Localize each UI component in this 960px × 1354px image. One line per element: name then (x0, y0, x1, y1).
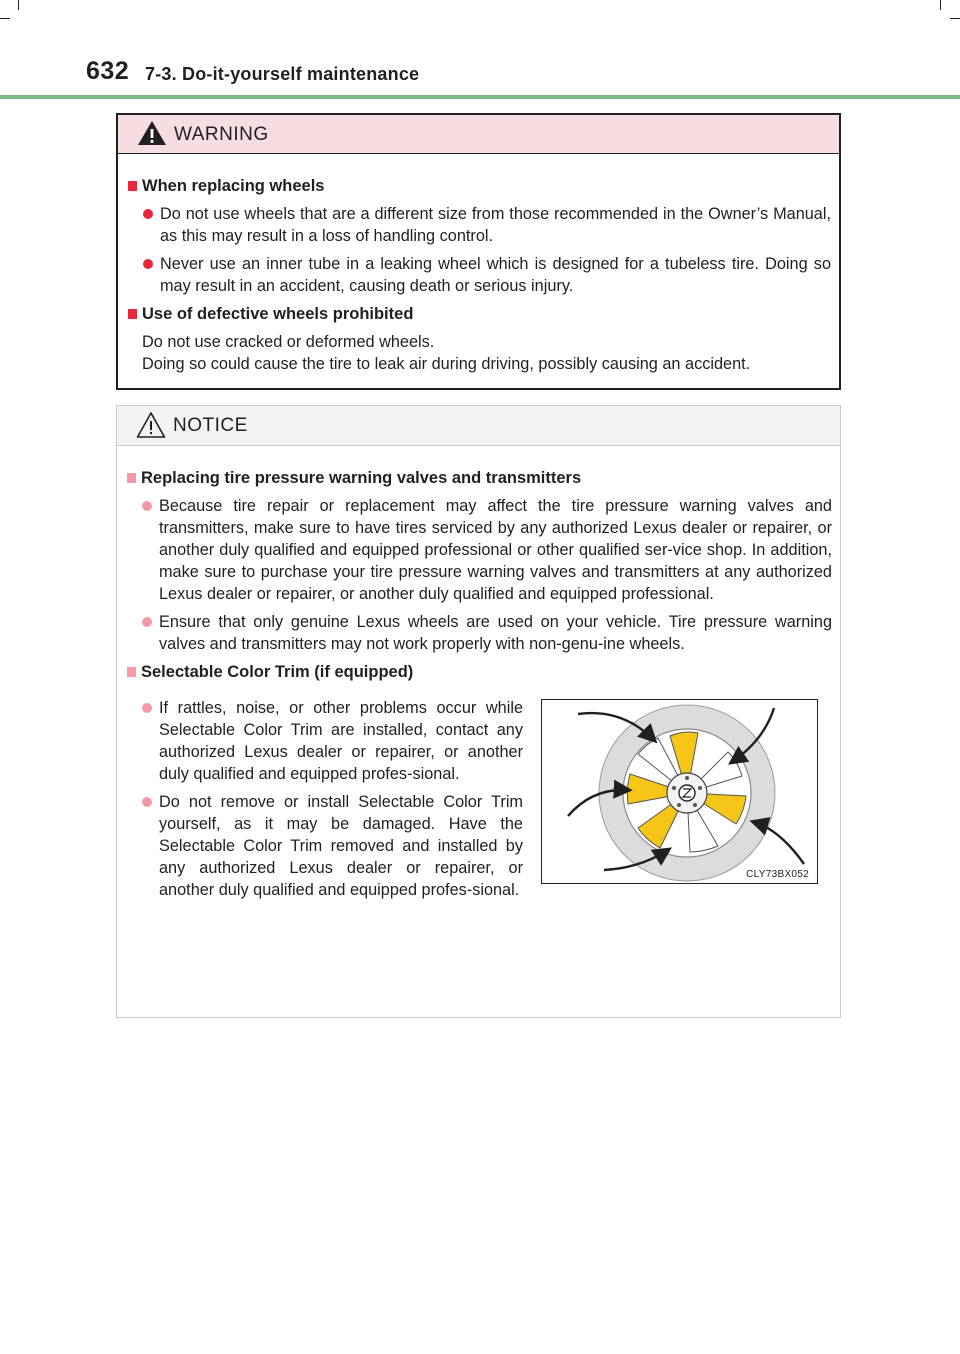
circle-bullet-icon (143, 209, 153, 219)
header-rule (0, 95, 960, 99)
circle-bullet-icon (143, 259, 153, 269)
warning-icon (137, 120, 167, 146)
circle-bullet-icon (142, 501, 152, 511)
circle-bullet-icon (142, 703, 152, 713)
paragraph-line: Doing so could cause the tire to leak air during driving, possibly causing an accident. (142, 355, 751, 373)
heading-text: Replacing tire pressure warning valves and transmitters (141, 469, 582, 487)
list-item (118, 203, 831, 247)
list-item (117, 697, 523, 785)
page-number: 632 (86, 57, 130, 85)
heading-text: Use of defective wheels prohibited (142, 305, 414, 323)
circle-bullet-icon (142, 617, 152, 627)
heading-text: Selectable Color Trim (if equipped) (141, 663, 414, 681)
list-item (117, 611, 832, 655)
wheel-with-color-trim-icon (542, 700, 817, 883)
warning-box (116, 113, 841, 390)
trim-text-column (117, 697, 523, 907)
warning-body (118, 154, 839, 375)
list-item-text: If rattles, noise, or other problems occur while Selectable Color Trim are installed, contact any authorized Lexus dealer or repairer, or another duly qualified and equipped profes-sional. (159, 699, 523, 783)
list-item (117, 495, 832, 605)
section-heading (118, 175, 831, 197)
section-heading (118, 303, 831, 325)
paragraph-line: Do not use cracked or deformed wheels. (142, 333, 435, 351)
notice-body (117, 446, 840, 977)
section-heading (117, 467, 832, 489)
wheel-illustration (541, 699, 818, 884)
notice-box (116, 405, 841, 1018)
list-item-text: Never use an inner tube in a leaking wheel which is designed for a tubeless tire. Doing so may result in an accident, causing death or serious injury. (160, 255, 831, 295)
section-title: 7-3. Do-it-yourself maintenance (145, 64, 420, 84)
notice-label: NOTICE (173, 415, 248, 436)
warning-label: WARNING (174, 124, 269, 145)
square-bullet-icon (128, 181, 137, 191)
list-item (118, 253, 831, 297)
square-bullet-icon (128, 309, 137, 319)
figure-code: CLY73BX052 (746, 869, 809, 880)
selectable-trim-row (117, 697, 832, 977)
list-item-text: Ensure that only genuine Lexus wheels are used on your vehicle. Tire pressure warning valves and transmitters may not work properly with non-genu-ine wheels. (159, 613, 832, 653)
list-item-text: Because tire repair or replacement may affect the tire pressure warning valves and transmitters, make sure to have tires serviced by any authorized Lexus dealer or repairer, or another duly qualified and equipped professional or other qualified ser-vice shop. In addition, make sure to purchase your tire pressure warning valves and transmitters at any authorized Lexus dealer or repairer, or another duly qualified and equipped professional. (159, 497, 832, 603)
page-header (0, 0, 960, 100)
list-item-text: Do not use wheels that are a different size from those recommended in the Owner’s Manual, as this may result in a loss of handling control. (160, 205, 831, 245)
list-item (117, 791, 523, 901)
list-item-text: Do not remove or install Selectable Color Trim yourself, as it may be damaged. Have the Selectable Color Trim removed and installed by any authorized Lexus dealer or repairer, or another duly qualified and equipped profes-sional. (159, 793, 523, 899)
square-bullet-icon (127, 667, 136, 677)
warning-header (118, 115, 839, 154)
caution-icon (136, 411, 166, 439)
circle-bullet-icon (142, 797, 152, 807)
section-heading (117, 661, 832, 683)
paragraph (118, 331, 831, 375)
heading-text: When replacing wheels (142, 177, 325, 195)
notice-header (117, 406, 840, 446)
square-bullet-icon (127, 473, 136, 483)
